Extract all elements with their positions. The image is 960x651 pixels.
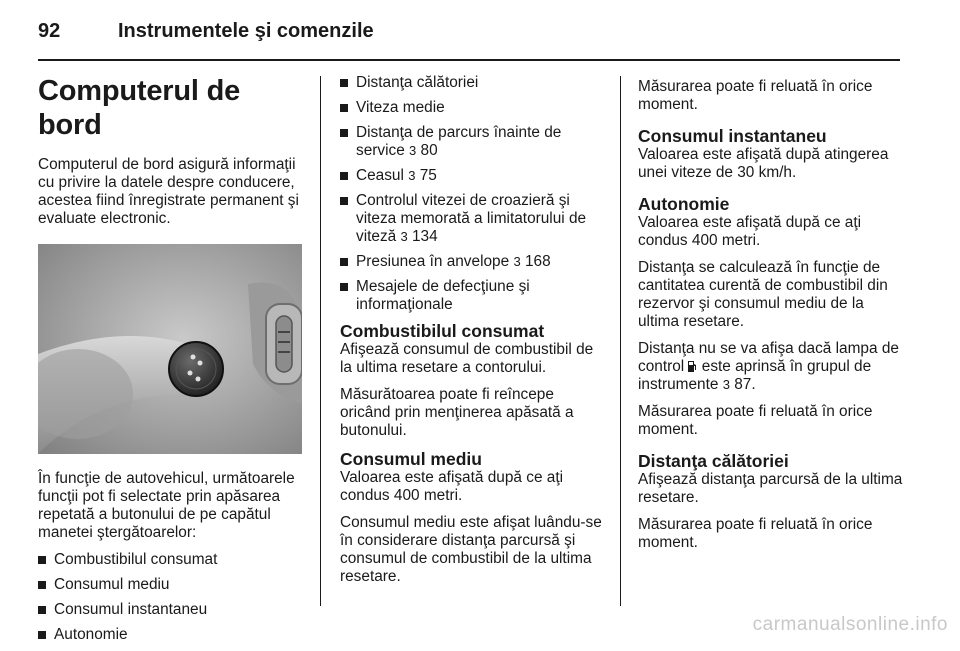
header-title: Instrumentele şi comenzile bbox=[118, 20, 374, 42]
page-ref-icon: 3 bbox=[409, 143, 417, 158]
page-ref[interactable]: 134 bbox=[412, 228, 438, 245]
paragraph: Măsurătoarea poate fi reîncepe oricând prin menţinerea apăsată a butonului. bbox=[340, 386, 574, 439]
paragraph: Distanţa se calculează în funcţie de cantitatea curentă de combustibil din rezervor şi consumul mediu de la ultima resetare. bbox=[638, 259, 888, 330]
list-item: Autonomie bbox=[38, 626, 306, 644]
header-rule bbox=[38, 59, 900, 61]
paragraph: Valoarea este afişată după ce aţi condus 400 metri. bbox=[340, 469, 564, 504]
section-heading: Computerul de bord bbox=[38, 75, 241, 141]
paragraph: Afişează consumul de combustibil de la ultima resetare a contorului. bbox=[340, 341, 594, 376]
list-item: Distanţa de parcurs înainte de service 3 80 bbox=[340, 124, 606, 160]
paragraph: Afişează distanţa parcursă de la ultima resetare. bbox=[638, 471, 903, 506]
subheading-average-consumption: Consumul mediu bbox=[340, 449, 482, 469]
subheading-range: Autonomie bbox=[638, 194, 730, 214]
function-list-continued bbox=[340, 74, 606, 314]
watermark-text: carmanualsonline.info bbox=[752, 614, 948, 635]
paragraph: Valoarea este afişată după ce aţi condus 400 metri. bbox=[638, 214, 862, 249]
paragraph: Măsurarea poate fi reluată în orice moment. bbox=[638, 403, 873, 438]
list-item: Consumul mediu bbox=[38, 576, 306, 594]
column-divider-2 bbox=[620, 76, 621, 606]
list-item: Presiunea în anvelope 3 168 bbox=[340, 253, 606, 271]
list-item: Viteza medie bbox=[340, 99, 606, 117]
function-list bbox=[38, 551, 306, 644]
page-ref-icon: 3 bbox=[722, 377, 730, 392]
page-number: 92 bbox=[38, 20, 61, 42]
page-ref[interactable]: 87. bbox=[734, 376, 756, 393]
list-item: Consumul instantaneu bbox=[38, 601, 306, 619]
paragraph: Distanţa nu se va afişa dacă lampa de control este aprinsă în grupul de instrumente 3 87. bbox=[638, 340, 899, 393]
column-3 bbox=[638, 78, 904, 561]
page-ref-icon: 3 bbox=[400, 229, 408, 244]
subheading-fuel-used: Combustibilul consumat bbox=[340, 321, 545, 341]
list-item: Controlul vitezei de croazieră şi viteza memorată a limitatorului de viteză 3 134 bbox=[340, 192, 606, 246]
page-ref-icon: 3 bbox=[513, 254, 521, 269]
paragraph: Valoarea este afişată după atingerea unei viteze de 30 km/h. bbox=[638, 146, 889, 181]
list-item: Combustibilul consumat bbox=[38, 551, 306, 569]
column-1 bbox=[38, 74, 306, 651]
functions-intro: În funcţie de autovehicul, următoarele funcţii pot fi selectate prin apăsarea repetată a butonului de pe capătul manetei ştergătoarelor: bbox=[38, 470, 295, 541]
intro-paragraph: Computerul de bord asigură informaţii cu privire la datele despre conducere, acestea fiind înregistrate permanent şi evaluate electronic. bbox=[38, 156, 299, 227]
page-ref[interactable]: 168 bbox=[524, 253, 551, 270]
column-2 bbox=[340, 74, 606, 595]
page-ref[interactable]: 75 bbox=[419, 167, 437, 184]
list-item: Distanţa călătoriei bbox=[340, 74, 606, 92]
subheading-trip-distance: Distanţa călătoriei bbox=[638, 451, 789, 471]
subheading-instant-consumption: Consumul instantaneu bbox=[638, 126, 827, 146]
page-ref[interactable]: 80 bbox=[420, 142, 438, 159]
list-item: Mesajele de defecţiune şi informaţionale bbox=[340, 278, 606, 314]
list-item: Ceasul 3 75 bbox=[340, 167, 606, 185]
page-header bbox=[38, 18, 900, 60]
paragraph: Măsurarea poate fi reluată în orice moment. bbox=[638, 516, 873, 551]
page-ref-icon: 3 bbox=[408, 168, 416, 183]
paragraph: Măsurarea poate fi reluată în orice moment. bbox=[638, 78, 873, 113]
wiper-stalk-button-photo bbox=[38, 244, 302, 454]
paragraph: Consumul mediu este afişat luându-se în considerare distanţa parcursă şi consumul de combustibil de la ultima resetare. bbox=[340, 514, 602, 585]
column-divider-1 bbox=[320, 76, 321, 606]
